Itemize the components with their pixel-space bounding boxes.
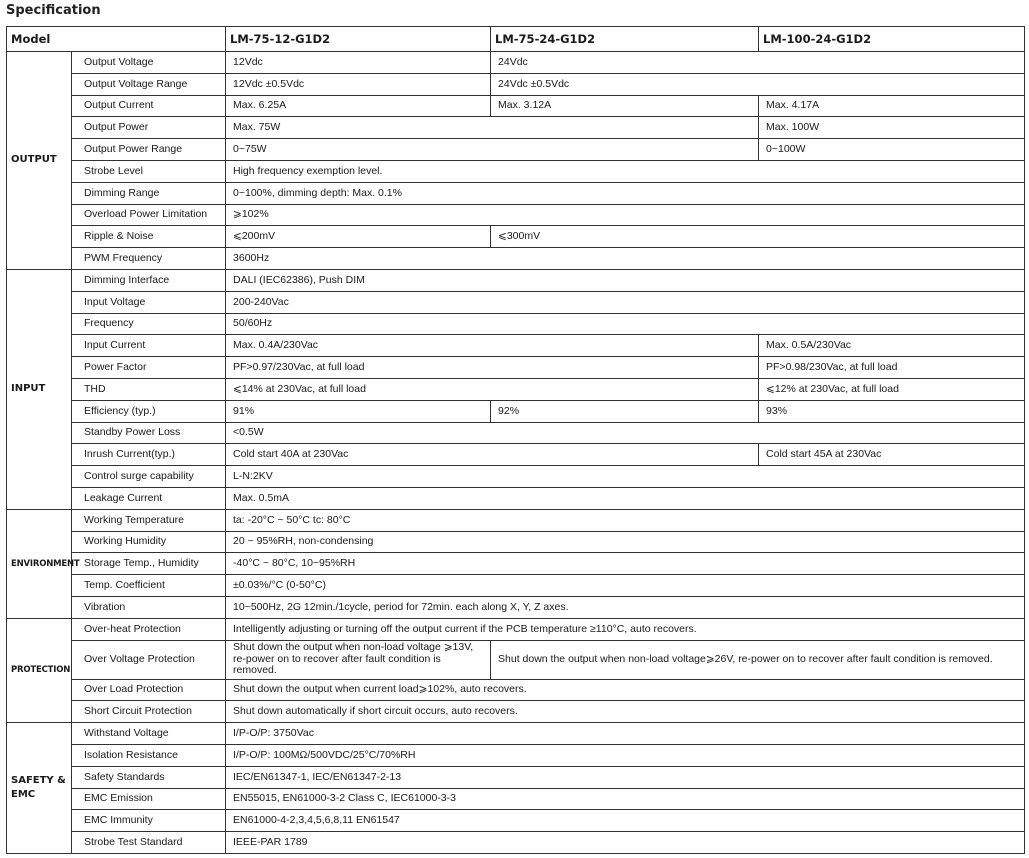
parameter-name: Dimming Interface — [72, 269, 226, 291]
table-row — [7, 95, 1025, 117]
spec-value: EN61000-4-2,3,4,5,6,8,11 EN61547 — [226, 810, 1025, 832]
spec-value: Max. 6.25A — [226, 95, 491, 117]
spec-value: Cold start 45A at 230Vac — [759, 444, 1025, 466]
spec-value: <0.5W — [226, 422, 1025, 444]
spec-value: I/P-O/P: 3750Vac — [226, 723, 1025, 745]
spec-value: IEC/EN61347-1, IEC/EN61347-2-13 — [226, 766, 1025, 788]
spec-value: Max. 100W — [759, 117, 1025, 139]
table-row — [7, 422, 1025, 444]
parameter-name: THD — [72, 378, 226, 400]
table-row — [7, 378, 1025, 400]
model-label: Model — [7, 27, 226, 52]
table-row — [7, 553, 1025, 575]
table-row — [7, 226, 1025, 248]
group-label: INPUT — [7, 269, 72, 509]
parameter-name: Inrush Current(typ.) — [72, 444, 226, 466]
parameter-name: Frequency — [72, 313, 226, 335]
table-row — [7, 832, 1025, 854]
parameter-name: EMC Immunity — [72, 810, 226, 832]
table-row — [7, 269, 1025, 291]
spec-value: Max. 0.4A/230Vac — [226, 335, 759, 357]
spec-value: Shut down the output when non-load voltage ⩾13V, re-power on to recover after fault condition is removed. — [226, 640, 491, 679]
parameter-name: Output Current — [72, 95, 226, 117]
table-row — [7, 444, 1025, 466]
group-label: ENVIRONMENT — [7, 509, 72, 618]
parameter-name: Input Voltage — [72, 291, 226, 313]
spec-value: ⩾102% — [226, 204, 1025, 226]
table-row — [7, 248, 1025, 270]
parameter-name: Isolation Resistance — [72, 744, 226, 766]
table-row — [7, 531, 1025, 553]
header-row — [7, 27, 1025, 52]
spec-value: IEEE-PAR 1789 — [226, 832, 1025, 854]
table-row — [7, 73, 1025, 95]
spec-value: 3600Hz — [226, 248, 1025, 270]
parameter-name: Strobe Level — [72, 160, 226, 182]
table-row — [7, 400, 1025, 422]
spec-value: 0~100W — [759, 139, 1025, 161]
spec-value: 91% — [226, 400, 491, 422]
spec-value: 10~500Hz, 2G 12min./1cycle, period for 72min. each along X, Y, Z axes. — [226, 596, 1025, 618]
parameter-name: Over Load Protection — [72, 679, 226, 701]
table-row — [7, 575, 1025, 597]
parameter-name: Short Circuit Protection — [72, 701, 226, 723]
parameter-name: Withstand Voltage — [72, 723, 226, 745]
spec-value: 92% — [491, 400, 759, 422]
parameter-name: Working Humidity — [72, 531, 226, 553]
spec-value: ±0.03%/°C (0-50°C) — [226, 575, 1025, 597]
model-header-2: LM-75-24-G1D2 — [491, 27, 759, 52]
parameter-name: Strobe Test Standard — [72, 832, 226, 854]
spec-value: High frequency exemption level. — [226, 160, 1025, 182]
table-row — [7, 509, 1025, 531]
spec-value: PF>0.97/230Vac, at full load — [226, 357, 759, 379]
table-row — [7, 204, 1025, 226]
table-row — [7, 466, 1025, 488]
parameter-name: Output Voltage — [72, 52, 226, 74]
spec-value: PF>0.98/230Vac, at full load — [759, 357, 1025, 379]
table-row — [7, 52, 1025, 74]
parameter-name: EMC Emission — [72, 788, 226, 810]
parameter-name: Standby Power Loss — [72, 422, 226, 444]
spec-value: ⩽300mV — [491, 226, 1025, 248]
spec-value: ⩽12% at 230Vac, at full load — [759, 378, 1025, 400]
spec-value: 50/60Hz — [226, 313, 1025, 335]
spec-value: Max. 4.17A — [759, 95, 1025, 117]
spec-value: 24Vdc — [491, 52, 1025, 74]
table-row — [7, 744, 1025, 766]
table-row — [7, 766, 1025, 788]
table-row — [7, 723, 1025, 745]
spec-value: ⩽14% at 230Vac, at full load — [226, 378, 759, 400]
parameter-name: Over Voltage Protection — [72, 640, 226, 679]
parameter-name: Control surge capability — [72, 466, 226, 488]
spec-value: 0~100%, dimming depth: Max. 0.1% — [226, 182, 1025, 204]
table-row — [7, 679, 1025, 701]
parameter-name: Power Factor — [72, 357, 226, 379]
table-row — [7, 291, 1025, 313]
spec-value: 20 ~ 95%RH, non-condensing — [226, 531, 1025, 553]
parameter-name: Ripple & Noise — [72, 226, 226, 248]
table-row — [7, 182, 1025, 204]
group-label: PROTECTION — [7, 618, 72, 722]
spec-value: Max. 0.5mA — [226, 487, 1025, 509]
table-row — [7, 487, 1025, 509]
group-label: OUTPUT — [7, 52, 72, 270]
spec-value: 0~75W — [226, 139, 759, 161]
parameter-name: Output Power — [72, 117, 226, 139]
spec-value: I/P-O/P: 100MΩ/500VDC/25°C/70%RH — [226, 744, 1025, 766]
spec-value: -40°C ~ 80°C, 10~95%RH — [226, 553, 1025, 575]
parameter-name: Over-heat Protection — [72, 618, 226, 640]
parameter-name: Output Voltage Range — [72, 73, 226, 95]
table-row — [7, 357, 1025, 379]
spec-value: 12Vdc — [226, 52, 491, 74]
parameter-name: Leakage Current — [72, 487, 226, 509]
table-row — [7, 596, 1025, 618]
spec-value: Shut down the output when current load⩾102%, auto recovers. — [226, 679, 1025, 701]
spec-value: Cold start 40A at 230Vac — [226, 444, 759, 466]
spec-value: Max. 0.5A/230Vac — [759, 335, 1025, 357]
spec-value: Max. 75W — [226, 117, 759, 139]
parameter-name: Vibration — [72, 596, 226, 618]
group-label: SAFETY & EMC — [7, 723, 72, 854]
table-row — [7, 160, 1025, 182]
spec-value: EN55015, EN61000-3-2 Class C, IEC61000-3-3 — [226, 788, 1025, 810]
spec-table — [6, 26, 1025, 854]
parameter-name: Safety Standards — [72, 766, 226, 788]
parameter-name: Input Current — [72, 335, 226, 357]
parameter-name: Output Power Range — [72, 139, 226, 161]
parameter-name: Storage Temp., Humidity — [72, 553, 226, 575]
parameter-name: Dimming Range — [72, 182, 226, 204]
spec-value: DALI (IEC62386), Push DIM — [226, 269, 1025, 291]
model-header-3: LM-100-24-G1D2 — [759, 27, 1025, 52]
model-header-1: LM-75-12-G1D2 — [226, 27, 491, 52]
table-row — [7, 788, 1025, 810]
spec-value: ta: -20°C ~ 50°C tc: 80°C — [226, 509, 1025, 531]
page-title: Specification — [6, 3, 101, 18]
parameter-name: Efficiency (typ.) — [72, 400, 226, 422]
spec-value: 93% — [759, 400, 1025, 422]
table-row — [7, 701, 1025, 723]
spec-value: Shut down automatically if short circuit occurs, auto recovers. — [226, 701, 1025, 723]
spec-value: 24Vdc ±0.5Vdc — [491, 73, 1025, 95]
table-row — [7, 335, 1025, 357]
table-row — [7, 313, 1025, 335]
spec-value: Max. 3.12A — [491, 95, 759, 117]
parameter-name: Working Temperature — [72, 509, 226, 531]
spec-value: ⩽200mV — [226, 226, 491, 248]
table-row — [7, 618, 1025, 640]
spec-value: Shut down the output when non-load voltage⩾26V, re-power on to recover after fault condition is removed. — [491, 640, 1025, 679]
parameter-name: Temp. Coefficient — [72, 575, 226, 597]
table-row — [7, 810, 1025, 832]
parameter-name: PWM Frequency — [72, 248, 226, 270]
parameter-name: Overload Power Limitation — [72, 204, 226, 226]
spec-value: L-N:2KV — [226, 466, 1025, 488]
table-row — [7, 640, 1025, 679]
table-row — [7, 117, 1025, 139]
spec-value: Intelligently adjusting or turning off the output current if the PCB temperature ≥110°C, auto recovers. — [226, 618, 1025, 640]
table-row — [7, 139, 1025, 161]
spec-value: 200-240Vac — [226, 291, 1025, 313]
spec-value: 12Vdc ±0.5Vdc — [226, 73, 491, 95]
